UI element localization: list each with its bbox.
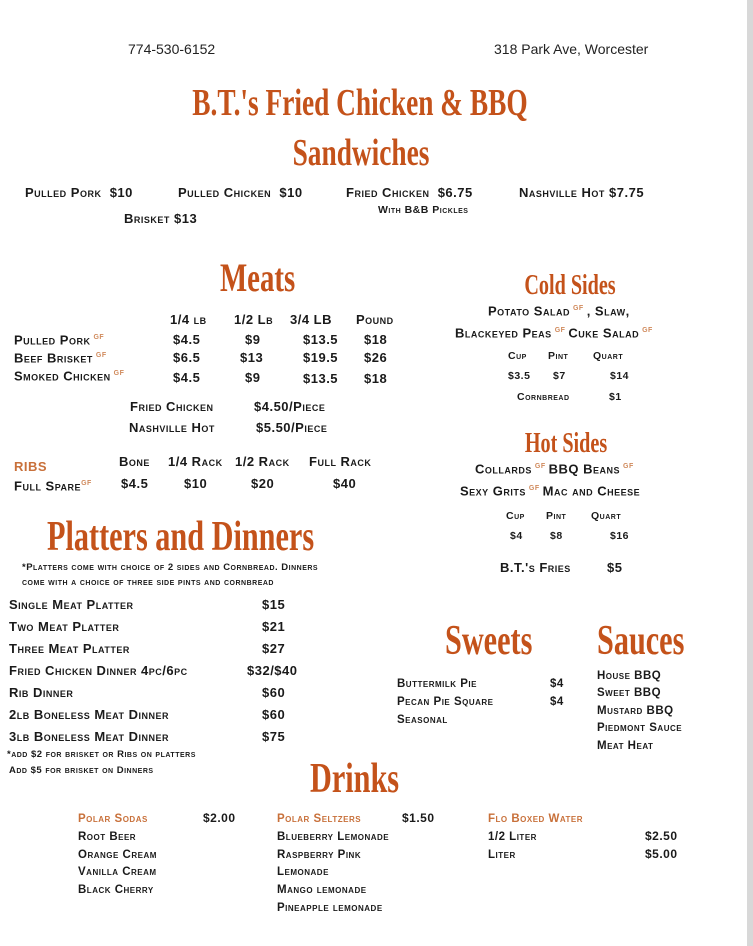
cornbread-price: $1 [609, 391, 622, 403]
water-item: Liter [488, 849, 516, 861]
meat-price: $18 [364, 371, 388, 386]
meat-price: $18 [364, 332, 388, 347]
seltzers-price: $1.50 [402, 811, 435, 825]
sandwich-item: Nashville Hot $7.75 [519, 185, 645, 200]
water-label: Flo Boxed Water [488, 813, 584, 825]
platter-name: Three Meat Platter [9, 641, 130, 656]
hot-price: $4 [510, 530, 523, 542]
soda-item: Vanilla Cream [78, 866, 157, 878]
ribs-header: 1/2 Rack [235, 454, 290, 469]
hot-size: Pint [546, 510, 567, 522]
platter-price: $21 [262, 619, 286, 634]
hot-size: Cup [506, 510, 525, 522]
sauces-title: Sauces [597, 618, 685, 664]
hot-price: $16 [610, 530, 630, 542]
meat-price: $4.5 [173, 370, 201, 385]
platter-name: Single Meat Platter [9, 597, 134, 612]
cornbread-name: Cornbread [517, 391, 570, 403]
platter-price: $15 [262, 597, 286, 612]
cold-price: $14 [610, 370, 630, 382]
sweets-title: Sweets [445, 618, 533, 664]
meat-price: $9 [245, 332, 261, 347]
sweet-price: $4 [550, 696, 564, 708]
meat-price: $9 [245, 370, 261, 385]
ribs-price: $10 [184, 476, 208, 491]
fried-chicken-name: Fried Chicken [130, 399, 214, 414]
fried-chicken-price: $4.50/Piece [254, 399, 326, 414]
ribs-header: Bone [119, 454, 150, 469]
cold-sides-line: Blackeyed Peas $^{GF}$ Cuke Salad $^{GF}$ [455, 325, 653, 341]
water-price: $2.50 [645, 829, 678, 843]
sauce-item: Mustard BBQ [597, 705, 674, 717]
sandwiches-title: Sandwiches [292, 132, 430, 174]
sauce-item: House BBQ [597, 670, 662, 682]
meat-name: Pulled Pork $^{GF}$ [14, 332, 105, 348]
hot-sides-title: Hot Sides [524, 428, 608, 459]
page-edge [747, 0, 753, 946]
meat-name: Beef Brisket $^{GF}$ [14, 350, 107, 366]
seltzer-item: Lemonade [277, 866, 329, 878]
seltzers-label: Polar Seltzers [277, 813, 362, 825]
restaurant-title: B.T.'s Fried Chicken & BBQ [192, 82, 528, 124]
cold-size: Quart [593, 350, 624, 362]
platters-addon: Add $5 for brisket on Dinners [9, 765, 154, 776]
sodas-label: Polar Sodas [78, 813, 148, 825]
platter-price: $32/$40 [247, 663, 298, 678]
platter-name: Fried Chicken Dinner 4pc/6pc [9, 663, 188, 678]
meat-price: $13.5 [303, 371, 339, 386]
cold-price: $3.5 [508, 370, 531, 382]
soda-item: Black Cherry [78, 884, 154, 896]
hot-price: $8 [550, 530, 563, 542]
phone-number: 774-530-6152 [128, 41, 216, 57]
water-item: 1/2 Liter [488, 831, 537, 843]
seltzer-item: Mango lemonade [277, 884, 367, 896]
platters-title: Platters and Dinners [47, 514, 315, 560]
platter-price: $75 [262, 729, 286, 744]
cold-sides-line: Potato Salad $^{GF}$ , Slaw, [488, 303, 630, 319]
nashville-hot-name: Nashville Hot [129, 420, 215, 435]
ribs-price: $4.5 [121, 476, 149, 491]
nashville-hot-price: $5.50/Piece [256, 420, 328, 435]
seltzer-item: Blueberry Lemonade [277, 831, 390, 843]
seltzer-item: Raspberry Pink [277, 849, 362, 861]
meats-header: Pound [356, 312, 394, 327]
sandwich-item: Pulled Chicken $10 [178, 185, 303, 200]
meats-header: 1/4 lb [170, 312, 207, 327]
sweet-name: Buttermilk Pie [397, 678, 477, 690]
hot-sides-line: Sexy Grits $^{GF}$ Mac and Cheese [460, 483, 641, 499]
ribs-label: RIBS [14, 459, 48, 474]
ribs-price: $20 [251, 476, 275, 491]
seltzer-item: Pineapple lemonade [277, 902, 383, 914]
sandwich-item: Fried Chicken $6.75 [346, 185, 473, 200]
sodas-price: $2.00 [203, 811, 236, 825]
meats-header: 1/2 Lb [234, 312, 274, 327]
meat-price: $19.5 [303, 350, 339, 365]
sauce-item: Piedmont Sauce [597, 722, 683, 734]
water-price: $5.00 [645, 847, 678, 861]
platter-price: $60 [262, 707, 286, 722]
sandwich-item: Brisket $13 [124, 211, 198, 226]
hot-size: Quart [591, 510, 622, 522]
platters-note: come with a choice of three side pints and cornbread [22, 577, 274, 588]
cold-sides-title: Cold Sides [524, 270, 616, 301]
meat-price: $6.5 [173, 350, 201, 365]
soda-item: Orange Cream [78, 849, 157, 861]
sweet-name: Seasonal [397, 714, 448, 726]
platter-name: Rib Dinner [9, 685, 74, 700]
sweet-name: Pecan Pie Square [397, 696, 494, 708]
ribs-price: $40 [333, 476, 357, 491]
hot-sides-line: Collards $^{GF}$ BBQ Beans $^{GF}$ [475, 461, 634, 477]
meat-price: $13 [240, 350, 264, 365]
platter-price: $27 [262, 641, 286, 656]
sauce-item: Meat Heat [597, 740, 654, 752]
meats-header: 3/4 LB [290, 312, 333, 327]
platters-addon: *add $2 for brisket or Ribs on platters [7, 749, 196, 760]
sandwich-note: With B&B Pickles [378, 204, 469, 216]
meat-price: $13.5 [303, 332, 339, 347]
meats-title: Meats [220, 255, 296, 300]
address: 318 Park Ave, Worcester [494, 41, 649, 57]
meat-name: Smoked Chicken $^{GF}$ [14, 368, 125, 384]
cold-size: Pint [548, 350, 569, 362]
drinks-title: Drinks [310, 756, 400, 802]
soda-item: Root Beer [78, 831, 137, 843]
cold-price: $7 [553, 370, 566, 382]
sandwich-item: Pulled Pork $10 [25, 185, 133, 200]
platter-price: $60 [262, 685, 286, 700]
cold-size: Cup [508, 350, 527, 362]
platter-name: 3lb Boneless Meat Dinner [9, 729, 170, 744]
fries-price: $5 [607, 560, 623, 575]
ribs-header: Full Rack [309, 454, 372, 469]
platter-name: 2lb Boneless Meat Dinner [9, 707, 170, 722]
meat-price: $4.5 [173, 332, 201, 347]
sauce-item: Sweet BBQ [597, 687, 662, 699]
platter-name: Two Meat Platter [9, 619, 120, 634]
ribs-name: Full Spare$^{GF}$ [14, 478, 92, 494]
platters-note: *Platters come with choice of 2 sides and Cornbread. Dinners [22, 562, 319, 573]
meat-price: $26 [364, 350, 388, 365]
ribs-header: 1/4 Rack [168, 454, 223, 469]
fries-name: B.T.'s Fries [500, 560, 571, 575]
sweet-price: $4 [550, 678, 564, 690]
